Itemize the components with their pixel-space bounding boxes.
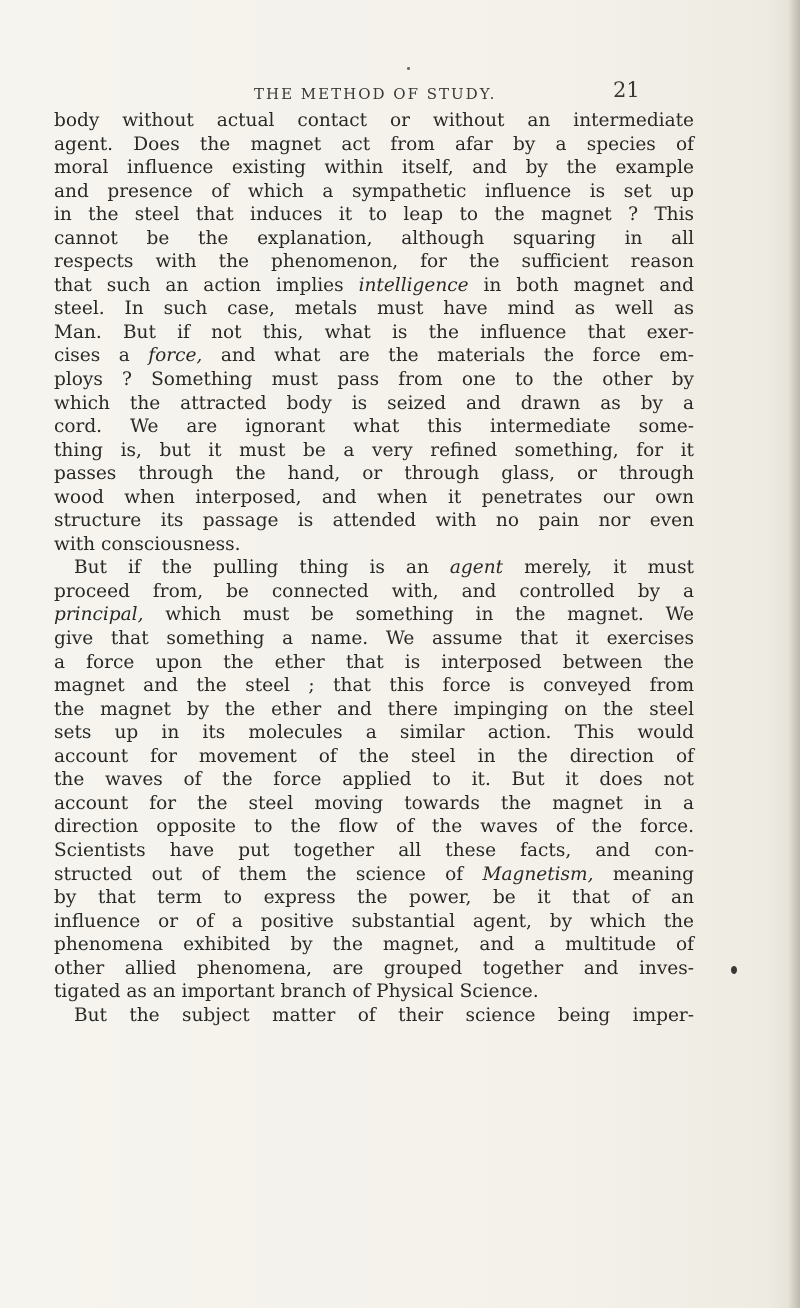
text-run: give that something a name. We assume that it exercises [54, 628, 694, 650]
text-line [54, 133, 694, 157]
text-line [54, 627, 694, 651]
text-line [54, 250, 694, 274]
page-edge-shadow [788, 0, 800, 1308]
text-run: passes through the hand, or through glass, or through [54, 463, 694, 485]
text-run: direction opposite to the flow of the waves of the force. [54, 816, 694, 838]
text-run: structed out of them the science of [54, 863, 483, 885]
text-line [54, 863, 694, 887]
text-run: a force upon the ether that is interposed between the [54, 651, 694, 673]
text-line [54, 745, 694, 769]
italic-text: Magnetism, [482, 863, 594, 885]
text-line [54, 980, 694, 1004]
text-line [54, 886, 694, 910]
text-run: tigated as an important branch of Physical Science. [54, 981, 539, 1003]
text-line [54, 392, 694, 416]
text-line [54, 792, 694, 816]
text-line [54, 580, 694, 604]
text-line [54, 674, 694, 698]
text-line [54, 462, 694, 486]
text-line [54, 509, 694, 533]
text-run: But the subject matter of their science being imper- [74, 1004, 694, 1026]
text-run: cord. We are ignorant what this intermediate some- [54, 416, 694, 438]
text-line [54, 274, 694, 298]
text-line [54, 933, 694, 957]
text-run: in the steel that induces it to leap to the magnet ? This [54, 204, 694, 226]
text-line [54, 156, 694, 180]
text-run: that such an action implies [54, 274, 359, 296]
text-run: steel. In such case, metals must have mind as well as [54, 298, 694, 320]
text-run: respects with the phenomenon, for the sufficient reason [54, 251, 694, 273]
text-line [54, 957, 694, 981]
text-line [54, 721, 694, 745]
text-run: moral influence existing within itself, and by the example [54, 157, 694, 179]
text-run: meaning [593, 863, 694, 885]
page-number: 21 [613, 78, 640, 102]
text-run: agent. Does the magnet act from afar by a species of [54, 133, 694, 155]
text-run: influence or of a positive substantial agent, by which the [54, 910, 694, 932]
text-run: sets up in its molecules a similar action. This would [54, 722, 694, 744]
text-run: Scientists have put together all these facts, and con- [54, 839, 694, 861]
text-run: wood when interposed, and when it penetrates our own [54, 486, 694, 508]
text-line [54, 368, 694, 392]
text-run: and presence of which a sympathetic influence is set up [54, 180, 694, 202]
text-line [54, 556, 694, 580]
running-head: THE METHOD OF STUDY. [254, 85, 497, 103]
italic-text: intelligence [358, 274, 469, 296]
italic-text: force, [148, 345, 203, 367]
text-run: proceed from, be connected with, and controlled by a [54, 580, 694, 602]
text-line [54, 297, 694, 321]
text-line [54, 839, 694, 863]
text-line [54, 344, 694, 368]
page-header [60, 78, 740, 108]
text-line [54, 180, 694, 204]
ink-speck [407, 67, 410, 70]
text-run: But if the pulling thing is an [74, 557, 450, 579]
text-run: by that term to express the power, be it that of an [54, 887, 694, 909]
text-line [54, 321, 694, 345]
text-run: which the attracted body is seized and drawn as by a [54, 392, 694, 414]
text-line [54, 227, 694, 251]
text-run: thing is, but it must be a very refined something, for it [54, 439, 694, 461]
text-line [54, 203, 694, 227]
text-run: structure its passage is attended with no pain nor even [54, 510, 694, 532]
text-line [54, 533, 694, 557]
text-run: in both magnet and [468, 274, 695, 296]
text-run: cannot be the explanation, although squaring in all [54, 227, 694, 249]
text-run: Man. But if not this, what is the influence that exer- [54, 321, 694, 343]
text-run: phenomena exhibited by the magnet, and a multitude of [54, 934, 694, 956]
text-line [54, 651, 694, 675]
ink-blot [731, 966, 737, 974]
text-run: ploys ? Something must pass from one to the other by [54, 369, 694, 391]
italic-text: principal, [54, 604, 144, 626]
text-line [54, 1004, 694, 1028]
text-run: the waves of the force applied to it. But it does not [54, 769, 694, 791]
text-line [54, 439, 694, 463]
text-line [54, 910, 694, 934]
text-run: other allied phenomena, are grouped together and inves- [54, 957, 694, 979]
text-run: cises a [54, 345, 149, 367]
text-run: with consciousness. [54, 533, 241, 555]
text-run: and what are the materials the force em- [202, 345, 694, 367]
text-run: account for the steel moving towards the magnet in a [54, 792, 694, 814]
text-run: body without actual contact or without an intermediate [54, 110, 694, 131]
text-run: which must be something in the magnet. We [143, 604, 694, 626]
text-line [54, 109, 694, 133]
text-line [54, 768, 694, 792]
text-line [54, 486, 694, 510]
italic-text: agent [449, 557, 504, 579]
text-run: magnet and the steel ; that this force is conveyed from [54, 675, 694, 697]
text-line [54, 415, 694, 439]
text-line [54, 815, 694, 839]
body-text [54, 109, 694, 1027]
text-run: the magnet by the ether and there impinging on the steel [54, 698, 694, 720]
text-run: account for movement of the steel in the direction of [54, 745, 694, 767]
text-line [54, 698, 694, 722]
text-run: merely, it must [503, 557, 694, 579]
text-line [54, 603, 694, 627]
